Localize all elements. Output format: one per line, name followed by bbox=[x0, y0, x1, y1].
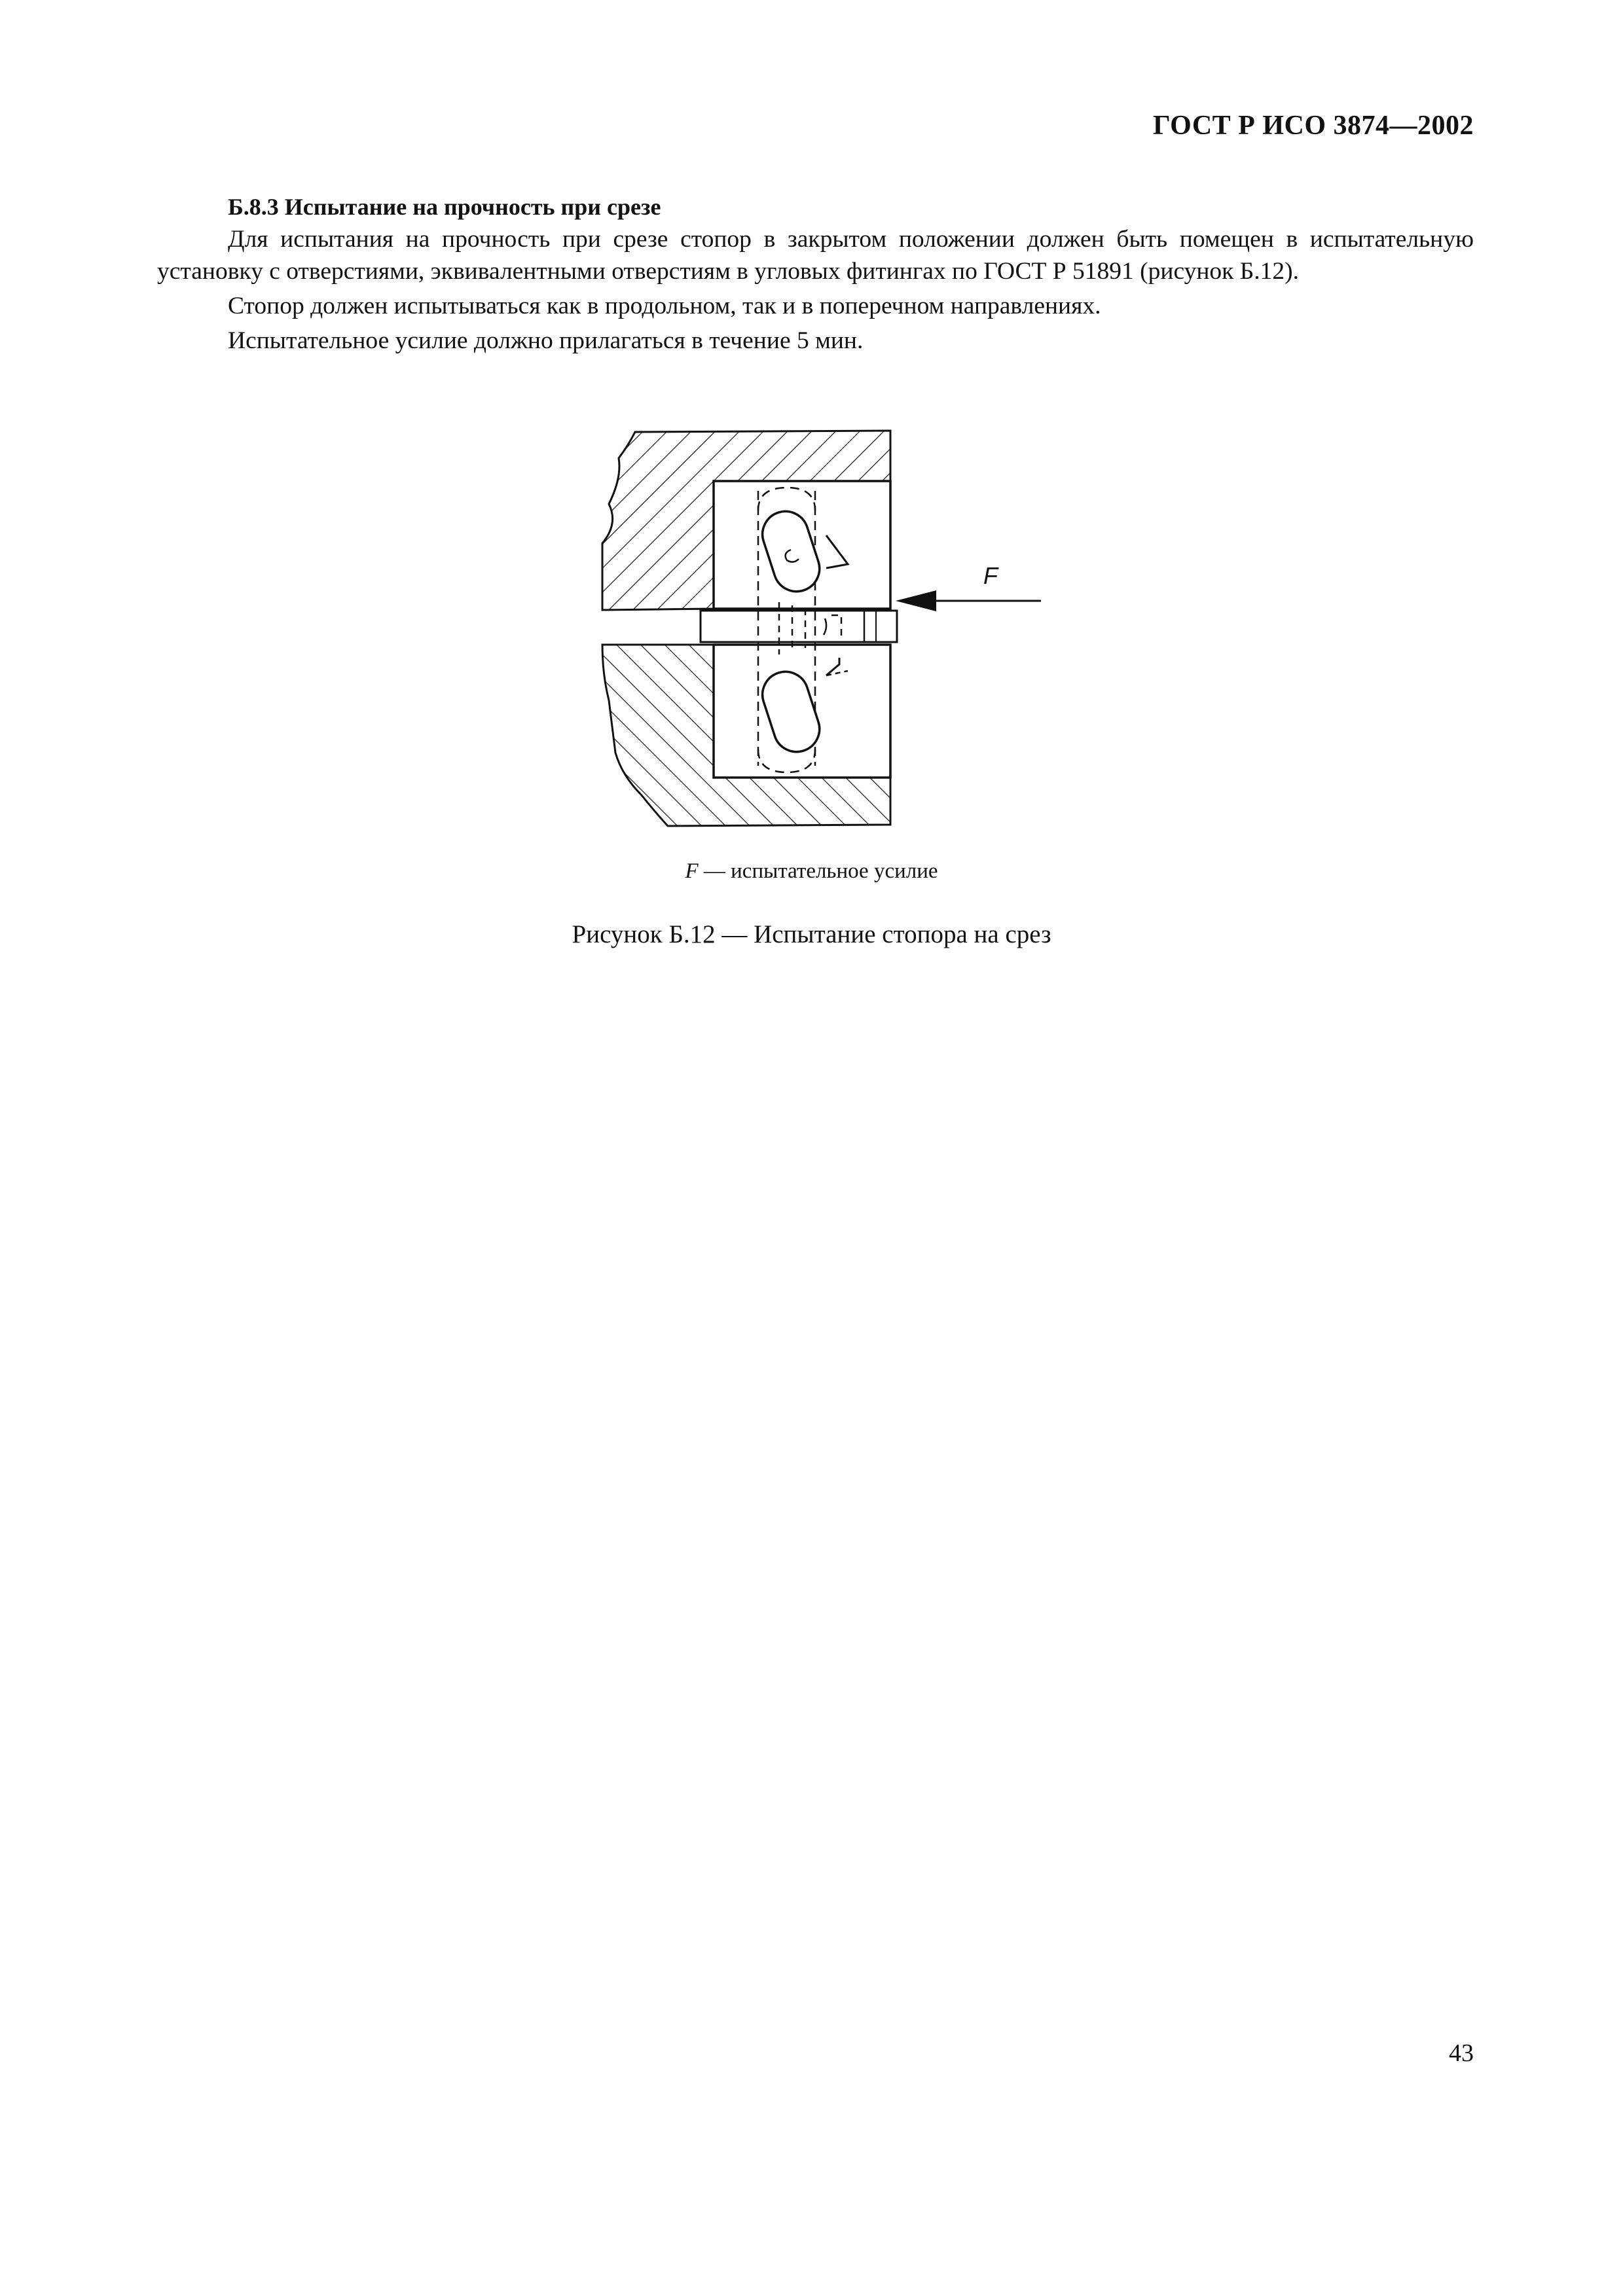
force-label: F bbox=[983, 562, 998, 589]
paragraph-3: Испытательное усилие должно прилагаться в течение 5 мин. bbox=[228, 327, 864, 354]
figure-legend bbox=[0, 859, 1623, 884]
force-arrowhead bbox=[896, 590, 936, 611]
shear-plate bbox=[701, 611, 897, 642]
page-number: 43 bbox=[1449, 2039, 1474, 2067]
section-title: Б.8.3 Испытание на прочность при срезе bbox=[228, 194, 661, 220]
legend-symbol: F bbox=[685, 859, 699, 883]
paragraph-2: Стопор должен испытываться как в продольном, так и в поперечном направлениях. bbox=[228, 293, 1101, 319]
document-header: ГОСТ Р ИСО 3874—2002 bbox=[1152, 111, 1474, 141]
section-body bbox=[157, 191, 1474, 357]
legend-text: — испытательное усилие bbox=[698, 859, 938, 883]
paragraph-1: Для испытания на прочность при срезе стопор в закрытом положении должен быть помещен в испытательную установку с отверстиями, эквивалентными отверстиям в угловых фитингах по ГОСТ Р 51891 (рисунок Б.12). bbox=[157, 226, 1474, 285]
figure-caption: Рисунок Б.12 — Испытание стопора на срез bbox=[572, 920, 1051, 948]
shear-test-figure bbox=[583, 419, 1054, 838]
